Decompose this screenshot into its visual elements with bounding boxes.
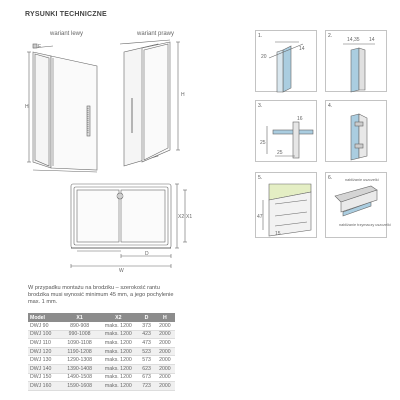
cell-d: 673 [138,373,154,382]
label-x2: X2 [178,214,185,220]
label-w: W [119,268,124,274]
detail-2-dim-a: 14,35 [347,37,360,43]
variant-left-label: wariant lewy [50,31,84,37]
cell-d: 423 [138,330,154,339]
cell-model: DWJ 150 [28,373,61,382]
door-drawing-left [25,38,105,173]
detail-1-dim-a: 14 [299,46,305,52]
detail-3-dim-a: 16 [297,116,303,122]
table-row [28,382,175,391]
cell-h: 2000 [155,373,175,382]
cell-model: DWJ 100 [28,330,61,339]
detail-6-label-a: nabliżanie uszczelki [345,178,379,182]
plan-view [65,178,195,273]
detail-5-step: 5. [258,175,263,181]
cell-x2: maks. 1200 [98,322,138,330]
label-h-left: H [25,104,29,110]
cell-x1: 1390-1408 [61,364,98,373]
detail-1-step: 1. [258,33,263,39]
cell-h: 2000 [155,322,175,330]
cell-x1: 890-908 [61,322,98,330]
cell-x1: 1590-1608 [61,382,98,391]
detail-3-dim-c: 25 [277,150,283,156]
cell-d: 523 [138,347,154,356]
detail-6-label-b: nabliżanie trzymaczy uszczelki [339,223,391,227]
table-row [28,330,175,339]
detail-2 [325,30,387,92]
cell-x2: maks. 1200 [98,356,138,365]
header-h: H [155,313,175,322]
header-x1: X1 [61,313,98,322]
label-h-right: H [181,92,185,98]
table-header-row [28,313,175,322]
table-row [28,339,175,348]
cell-d: 723 [138,382,154,391]
page-title: RYSUNKI TECHNICZNE [25,11,107,18]
header-model: Model [28,313,61,322]
cell-h: 2000 [155,339,175,348]
table-row [28,356,175,365]
cell-x2: maks. 1200 [98,347,138,356]
cell-x1: 1490-1508 [61,373,98,382]
label-d: D [145,251,149,257]
cell-x2: maks. 1200 [98,373,138,382]
header-d: D [138,313,154,322]
table-row [28,322,175,330]
cell-x2: maks. 1200 [98,364,138,373]
cell-h: 2000 [155,364,175,373]
dimensions-table [28,313,175,391]
cell-d: 623 [138,364,154,373]
cell-d: 373 [138,322,154,330]
cell-x1: 1290-1308 [61,356,98,365]
detail-2-step: 2. [328,33,333,39]
cell-x1: 990-1008 [61,330,98,339]
table-row [28,373,175,382]
cell-x1: 1090-1108 [61,339,98,348]
table-row [28,364,175,373]
detail-3 [255,100,317,162]
cell-h: 2000 [155,347,175,356]
detail-1-dim-b: 20 [261,54,267,60]
detail-6-step: 6. [328,175,333,181]
cell-model: DWJ 130 [28,356,61,365]
cell-model: DWJ 120 [28,347,61,356]
label-x1: X1 [186,214,193,220]
cell-d: 473 [138,339,154,348]
detail-3-step: 3. [258,103,263,109]
cell-h: 2000 [155,356,175,365]
cell-x2: maks. 1200 [98,330,138,339]
detail-2-dim-b: 14 [369,37,375,43]
label-f: F [38,44,42,50]
variant-right-label: wariant prawy [137,31,175,37]
cell-h: 2000 [155,330,175,339]
cell-model: DWJ 110 [28,339,61,348]
cell-model: DWJ 160 [28,382,61,391]
table-row [28,347,175,356]
detail-5-dim-b: 15 [275,231,281,237]
cell-x2: maks. 1200 [98,382,138,391]
cell-x1: 1190-1208 [61,347,98,356]
cell-h: 2000 [155,382,175,391]
cell-x2: maks. 1200 [98,339,138,348]
detail-5-dim-a: 47 [257,214,263,220]
header-x2: X2 [98,313,138,322]
detail-4 [325,100,387,162]
detail-5 [255,172,317,238]
door-drawing-right [118,38,198,173]
detail-1 [255,30,317,92]
cell-d: 573 [138,356,154,365]
detail-4-step: 4. [328,103,333,109]
detail-3-dim-b: 25 [260,140,266,146]
detail-6 [325,172,391,238]
cell-model: DWJ 140 [28,364,61,373]
mounting-note: W przypadku montażu na brodziku – szerokość rantu brodzika musi wynosić minimum 45 mm, a jego pochylenie max. 1 mm. [28,285,174,305]
cell-model: DWJ 90 [28,322,61,330]
